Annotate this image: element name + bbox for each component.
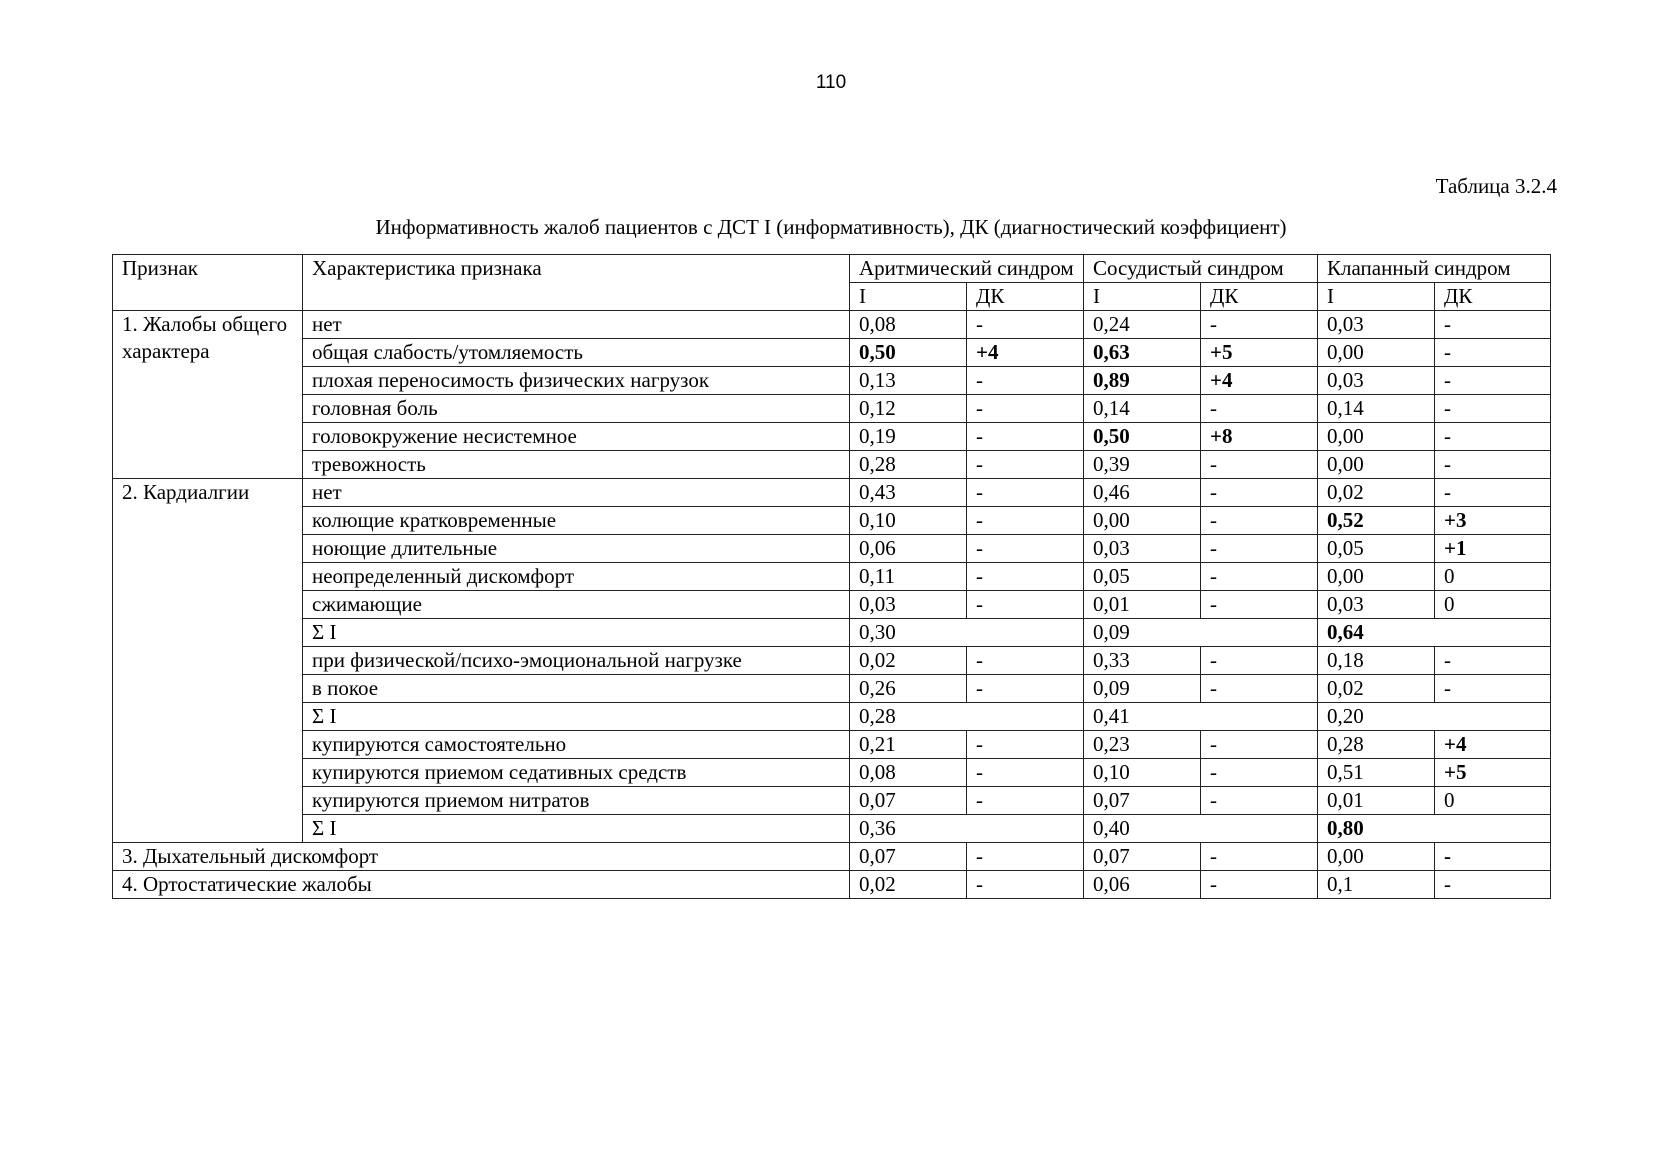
arrhythmic-dk: -	[967, 535, 1084, 563]
row-characteristic: колющие кратковременные	[303, 507, 850, 535]
table-row	[113, 479, 1551, 507]
vascular-dk: -	[1201, 759, 1318, 787]
valvular-i: 0,00	[1318, 843, 1435, 871]
arrhythmic-i: 0,02	[850, 647, 967, 675]
vascular-dk: -	[1201, 311, 1318, 339]
arrhythmic-dk: -	[967, 843, 1084, 871]
vascular-i: 0,09	[1084, 675, 1201, 703]
arrhythmic-dk: -	[967, 451, 1084, 479]
row-characteristic: купируются приемом седативных средств	[303, 759, 850, 787]
table-row	[113, 451, 1551, 479]
vascular-dk: -	[1201, 451, 1318, 479]
arrhythmic-dk: -	[967, 647, 1084, 675]
group-cardialgia: 2. Кардиалгии	[113, 479, 303, 843]
vascular-dk: -	[1201, 591, 1318, 619]
valvular-i: 0,00	[1318, 563, 1435, 591]
vascular-i: 0,03	[1084, 535, 1201, 563]
valvular-dk: 0	[1435, 591, 1551, 619]
vascular-dk: -	[1201, 535, 1318, 563]
sum-row	[113, 815, 1551, 843]
header-row	[113, 255, 1551, 283]
header-vascular: Сосудистый синдром	[1084, 255, 1318, 283]
vascular-i: 0,50	[1084, 423, 1201, 451]
informativeness-table	[112, 254, 1551, 899]
valvular-i: 0,02	[1318, 479, 1435, 507]
arrhythmic-dk: -	[967, 675, 1084, 703]
row-characteristic: тревожность	[303, 451, 850, 479]
row-characteristic: ноющие длительные	[303, 535, 850, 563]
table-row	[113, 535, 1551, 563]
row-characteristic: сжимающие	[303, 591, 850, 619]
vascular-i: 0,23	[1084, 731, 1201, 759]
valvular-dk: -	[1435, 339, 1551, 367]
vascular-dk: -	[1201, 843, 1318, 871]
table-row	[113, 507, 1551, 535]
page-number: 110	[815, 72, 847, 93]
valvular-dk: +5	[1435, 759, 1551, 787]
vascular-i: 0,05	[1084, 563, 1201, 591]
valvular-dk: -	[1435, 479, 1551, 507]
row-characteristic: общая слабость/утомляемость	[303, 339, 850, 367]
vascular-i: 0,14	[1084, 395, 1201, 423]
vascular-dk: +8	[1201, 423, 1318, 451]
vascular-sum: 0,40	[1084, 815, 1318, 843]
arrhythmic-i: 0,02	[850, 871, 967, 899]
table-row	[113, 339, 1551, 367]
table-row	[113, 367, 1551, 395]
arrhythmic-i: 0,06	[850, 535, 967, 563]
arrhythmic-i: 0,43	[850, 479, 967, 507]
valvular-i: 0,51	[1318, 759, 1435, 787]
arrhythmic-dk: -	[967, 787, 1084, 815]
valvular-dk: +1	[1435, 535, 1551, 563]
valvular-dk: 0	[1435, 787, 1551, 815]
row-characteristic: головная боль	[303, 395, 850, 423]
valvular-i: 0,00	[1318, 423, 1435, 451]
valvular-i: 0,14	[1318, 395, 1435, 423]
vascular-i: 0,39	[1084, 451, 1201, 479]
arrhythmic-dk: -	[967, 423, 1084, 451]
valvular-i: 0,03	[1318, 311, 1435, 339]
subheader-dk: ДК	[1201, 283, 1318, 311]
sum-label: Σ I	[303, 703, 850, 731]
vascular-sum: 0,09	[1084, 619, 1318, 647]
arrhythmic-i: 0,13	[850, 367, 967, 395]
vascular-dk: -	[1201, 675, 1318, 703]
valvular-sum: 0,80	[1318, 815, 1551, 843]
arrhythmic-dk: -	[967, 731, 1084, 759]
table-row	[113, 675, 1551, 703]
table-title: Информативность жалоб пациентов с ДСТ I (информативность), ДК (диагностический коэффициент)	[375, 215, 1287, 239]
row-characteristic: головокружение несистемное	[303, 423, 850, 451]
arrhythmic-dk: -	[967, 507, 1084, 535]
subheader-i: I	[1318, 283, 1435, 311]
arrhythmic-i: 0,50	[850, 339, 967, 367]
arrhythmic-dk: -	[967, 759, 1084, 787]
valvular-dk: +3	[1435, 507, 1551, 535]
valvular-dk: -	[1435, 367, 1551, 395]
arrhythmic-i: 0,03	[850, 591, 967, 619]
table-row	[113, 395, 1551, 423]
row-characteristic: неопределенный дискомфорт	[303, 563, 850, 591]
arrhythmic-dk: -	[967, 311, 1084, 339]
valvular-dk: -	[1435, 311, 1551, 339]
arrhythmic-dk: -	[967, 871, 1084, 899]
row-characteristic: при физической/психо-эмоциональной нагрузке	[303, 647, 850, 675]
arrhythmic-sum: 0,36	[850, 815, 1084, 843]
subheader-i: I	[1084, 283, 1201, 311]
valvular-i: 0,18	[1318, 647, 1435, 675]
vascular-i: 0,07	[1084, 787, 1201, 815]
vascular-dk: -	[1201, 563, 1318, 591]
valvular-i: 0,01	[1318, 787, 1435, 815]
valvular-sum: 0,64	[1318, 619, 1551, 647]
arrhythmic-sum: 0,28	[850, 703, 1084, 731]
vascular-sum: 0,41	[1084, 703, 1318, 731]
vascular-dk: +5	[1201, 339, 1318, 367]
valvular-i: 0,28	[1318, 731, 1435, 759]
valvular-dk: -	[1435, 423, 1551, 451]
vascular-i: 0,00	[1084, 507, 1201, 535]
arrhythmic-i: 0,07	[850, 843, 967, 871]
vascular-dk: -	[1201, 479, 1318, 507]
valvular-sum: 0,20	[1318, 703, 1551, 731]
arrhythmic-i: 0,07	[850, 787, 967, 815]
valvular-dk: -	[1435, 843, 1551, 871]
table-row	[113, 871, 1551, 899]
arrhythmic-i: 0,19	[850, 423, 967, 451]
table-row	[113, 731, 1551, 759]
vascular-i: 0,07	[1084, 843, 1201, 871]
row-characteristic: нет	[303, 479, 850, 507]
table-row	[113, 843, 1551, 871]
valvular-i: 0,03	[1318, 591, 1435, 619]
group-general-complaints: 1. Жалобы общего характера	[113, 311, 303, 479]
valvular-i: 0,52	[1318, 507, 1435, 535]
vascular-dk: -	[1201, 871, 1318, 899]
arrhythmic-i: 0,28	[850, 451, 967, 479]
row-characteristic: плохая переносимость физических нагрузок	[303, 367, 850, 395]
table-row	[113, 423, 1551, 451]
valvular-i: 0,00	[1318, 451, 1435, 479]
arrhythmic-i: 0,10	[850, 507, 967, 535]
subheader-dk: ДК	[967, 283, 1084, 311]
row-characteristic: купируются самостоятельно	[303, 731, 850, 759]
valvular-dk: -	[1435, 451, 1551, 479]
valvular-dk: 0	[1435, 563, 1551, 591]
vascular-dk: -	[1201, 507, 1318, 535]
table-row	[113, 647, 1551, 675]
vascular-i: 0,46	[1084, 479, 1201, 507]
valvular-i: 0,03	[1318, 367, 1435, 395]
valvular-dk: -	[1435, 871, 1551, 899]
vascular-dk: -	[1201, 395, 1318, 423]
table-row	[113, 591, 1551, 619]
arrhythmic-i: 0,26	[850, 675, 967, 703]
arrhythmic-dk: -	[967, 591, 1084, 619]
header-feature: Признак	[113, 255, 303, 311]
sum-row	[113, 619, 1551, 647]
arrhythmic-dk: -	[967, 563, 1084, 591]
vascular-dk: -	[1201, 787, 1318, 815]
table-row	[113, 759, 1551, 787]
subheader-i: I	[850, 283, 967, 311]
valvular-dk: -	[1435, 647, 1551, 675]
valvular-dk: +4	[1435, 731, 1551, 759]
table-row	[113, 787, 1551, 815]
arrhythmic-dk: -	[967, 367, 1084, 395]
valvular-i: 0,00	[1318, 339, 1435, 367]
subheader-dk: ДК	[1435, 283, 1551, 311]
vascular-dk: -	[1201, 731, 1318, 759]
vascular-i: 0,33	[1084, 647, 1201, 675]
table-number: Таблица 3.2.4	[1435, 174, 1557, 198]
group-breathing-discomfort: 3. Дыхательный дискомфорт	[113, 843, 850, 871]
arrhythmic-i: 0,08	[850, 311, 967, 339]
arrhythmic-i: 0,21	[850, 731, 967, 759]
vascular-i: 0,06	[1084, 871, 1201, 899]
sum-label: Σ I	[303, 815, 850, 843]
row-characteristic: в покое	[303, 675, 850, 703]
valvular-i: 0,02	[1318, 675, 1435, 703]
vascular-i: 0,24	[1084, 311, 1201, 339]
vascular-i: 0,63	[1084, 339, 1201, 367]
row-characteristic: купируются приемом нитратов	[303, 787, 850, 815]
valvular-i: 0,1	[1318, 871, 1435, 899]
arrhythmic-i: 0,11	[850, 563, 967, 591]
table-row	[113, 311, 1551, 339]
header-characteristic: Характеристика признака	[303, 255, 850, 311]
valvular-dk: -	[1435, 675, 1551, 703]
group-orthostatic-complaints: 4. Ортостатические жалобы	[113, 871, 850, 899]
arrhythmic-dk: -	[967, 479, 1084, 507]
header-arrhythmic: Аритмический синдром	[850, 255, 1084, 283]
arrhythmic-dk: -	[967, 395, 1084, 423]
vascular-i: 0,89	[1084, 367, 1201, 395]
row-characteristic: нет	[303, 311, 850, 339]
header-valvular: Клапанный синдром	[1318, 255, 1551, 283]
arrhythmic-i: 0,12	[850, 395, 967, 423]
vascular-i: 0,10	[1084, 759, 1201, 787]
arrhythmic-dk: +4	[967, 339, 1084, 367]
table-row	[113, 563, 1551, 591]
sum-row	[113, 703, 1551, 731]
vascular-dk: -	[1201, 647, 1318, 675]
valvular-dk: -	[1435, 395, 1551, 423]
arrhythmic-i: 0,08	[850, 759, 967, 787]
arrhythmic-sum: 0,30	[850, 619, 1084, 647]
vascular-dk: +4	[1201, 367, 1318, 395]
vascular-i: 0,01	[1084, 591, 1201, 619]
sum-label: Σ I	[303, 619, 850, 647]
valvular-i: 0,05	[1318, 535, 1435, 563]
